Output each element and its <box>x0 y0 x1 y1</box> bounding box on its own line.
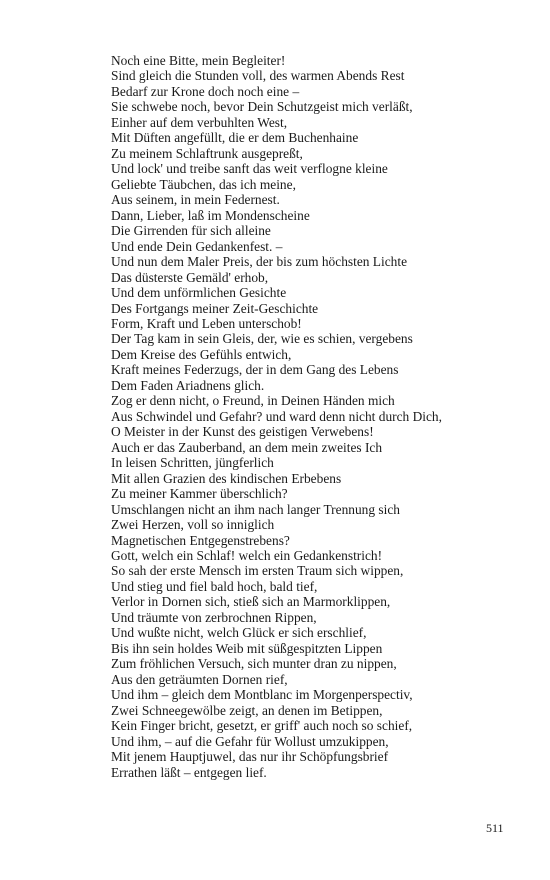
poem-line: Kein Finger bricht, gesetzt, er griff' auch noch so schief, <box>111 718 413 734</box>
poem-line: Zog er denn nicht, o Freund, in Deinen Händen mich <box>111 393 395 409</box>
poem-line: Bis ihn sein holdes Weib mit süßgespitzten Lippen <box>111 640 383 656</box>
poem-line: Dem Kreise des Gefühls entwich, <box>111 346 292 362</box>
poem-line: In leisen Schritten, jüngferlich <box>111 455 274 471</box>
poem-line: Und lock' und treibe sanft das weit verflogne kleine <box>111 161 388 177</box>
poem-line: Mit allen Grazien des kindischen Erbebens <box>111 470 342 486</box>
poem-line: Und ende Dein Gedankenfest. – <box>111 238 283 254</box>
poem-line: Und ihm – gleich dem Montblanc im Morgenperspectiv, <box>111 687 413 703</box>
poem-line: Der Tag kam in sein Gleis, der, wie es schien, vergebens <box>111 331 413 347</box>
poem-line: Kraft meines Federzugs, der in dem Gang des Lebens <box>111 362 399 378</box>
poem-line: Aus den geträumten Dornen rief, <box>111 671 288 687</box>
poem-line: Geliebte Täubchen, das ich meine, <box>111 176 296 192</box>
poem-line: Und stieg und fiel bald hoch, bald tief, <box>111 578 318 594</box>
poem-line: Noch eine Bitte, mein Begleiter! <box>111 53 286 68</box>
poem-line: Mit jenem Hauptjuwel, das nur ihr Schöpfungsbrief <box>111 749 389 765</box>
poem-line: Dem Faden Ariadnens glich. <box>111 377 265 393</box>
poem-line: Aus seinem, in mein Federnest. <box>111 192 280 208</box>
page-number: 511 <box>486 821 504 835</box>
poem-line: Umschlangen nicht an ihm nach langer Trennung sich <box>111 501 400 517</box>
poem-line: Magnetischen Entgegenstrebens? <box>111 532 290 548</box>
poem-text <box>111 53 531 780</box>
poem-line: Und nun dem Maler Preis, der bis zum höchsten Lichte <box>111 254 408 270</box>
poem-line: Bedarf zur Krone doch noch eine – <box>111 83 300 99</box>
poem-line: Zu meinem Schlaftrunk ausgepreßt, <box>111 145 303 161</box>
poem-line: Dann, Lieber, laß im Mondenscheine <box>111 207 310 223</box>
poem-line: Mit Düften angefüllt, die er dem Buchenhaine <box>111 130 359 146</box>
poem-line: Sind gleich die Stunden voll, des warmen Abends Rest <box>111 68 405 84</box>
poem-line: Einher auf dem verbuhlten West, <box>111 114 288 130</box>
poem-line: Des Fortgangs meiner Zeit-Geschichte <box>111 300 319 316</box>
poem-line: Zu meiner Kammer überschlich? <box>111 486 288 502</box>
poem-line: Und wußte nicht, welch Glück er sich erschlief, <box>111 625 367 641</box>
poem-line: Zwei Herzen, voll so inniglich <box>111 517 275 533</box>
poem-line: Sie schwebe noch, bevor Dein Schutzgeist mich verläßt, <box>111 99 413 115</box>
poem-line: Das düsterste Gemäld' erhob, <box>111 269 269 285</box>
poem-line: Verlor in Dornen sich, stieß sich an Marmorklippen, <box>111 594 391 610</box>
poem-line: Die Girrenden für sich alleine <box>111 223 271 239</box>
poem-line: Und träumte von zerbrochnen Rippen, <box>111 609 317 625</box>
poem-line: O Meister in der Kunst des geistigen Verwebens! <box>111 424 374 440</box>
poem-line: Errathen läßt – entgegen lief. <box>111 764 267 780</box>
poem-line: Form, Kraft und Leben unterschob! <box>111 315 302 331</box>
poem-line: Aus Schwindel und Gefahr? und ward denn nicht durch Dich, <box>111 408 442 424</box>
poem-line: Zwei Schneegewölbe zeigt, an denen im Betippen, <box>111 702 383 718</box>
poem-line: So sah der erste Mensch im ersten Traum sich wippen, <box>111 563 404 579</box>
poem-line: Gott, welch ein Schlaf! welch ein Gedankenstrich! <box>111 548 383 563</box>
poem-line: Und ihm, – auf die Gefahr für Wollust umzukippen, <box>111 733 389 749</box>
poem-line: Auch er das Zauberband, an dem mein zweites Ich <box>111 439 383 455</box>
poem-line: Zum fröhlichen Versuch, sich munter dran zu nippen, <box>111 656 397 672</box>
poem-line: Und dem unförmlichen Gesichte <box>111 285 287 301</box>
